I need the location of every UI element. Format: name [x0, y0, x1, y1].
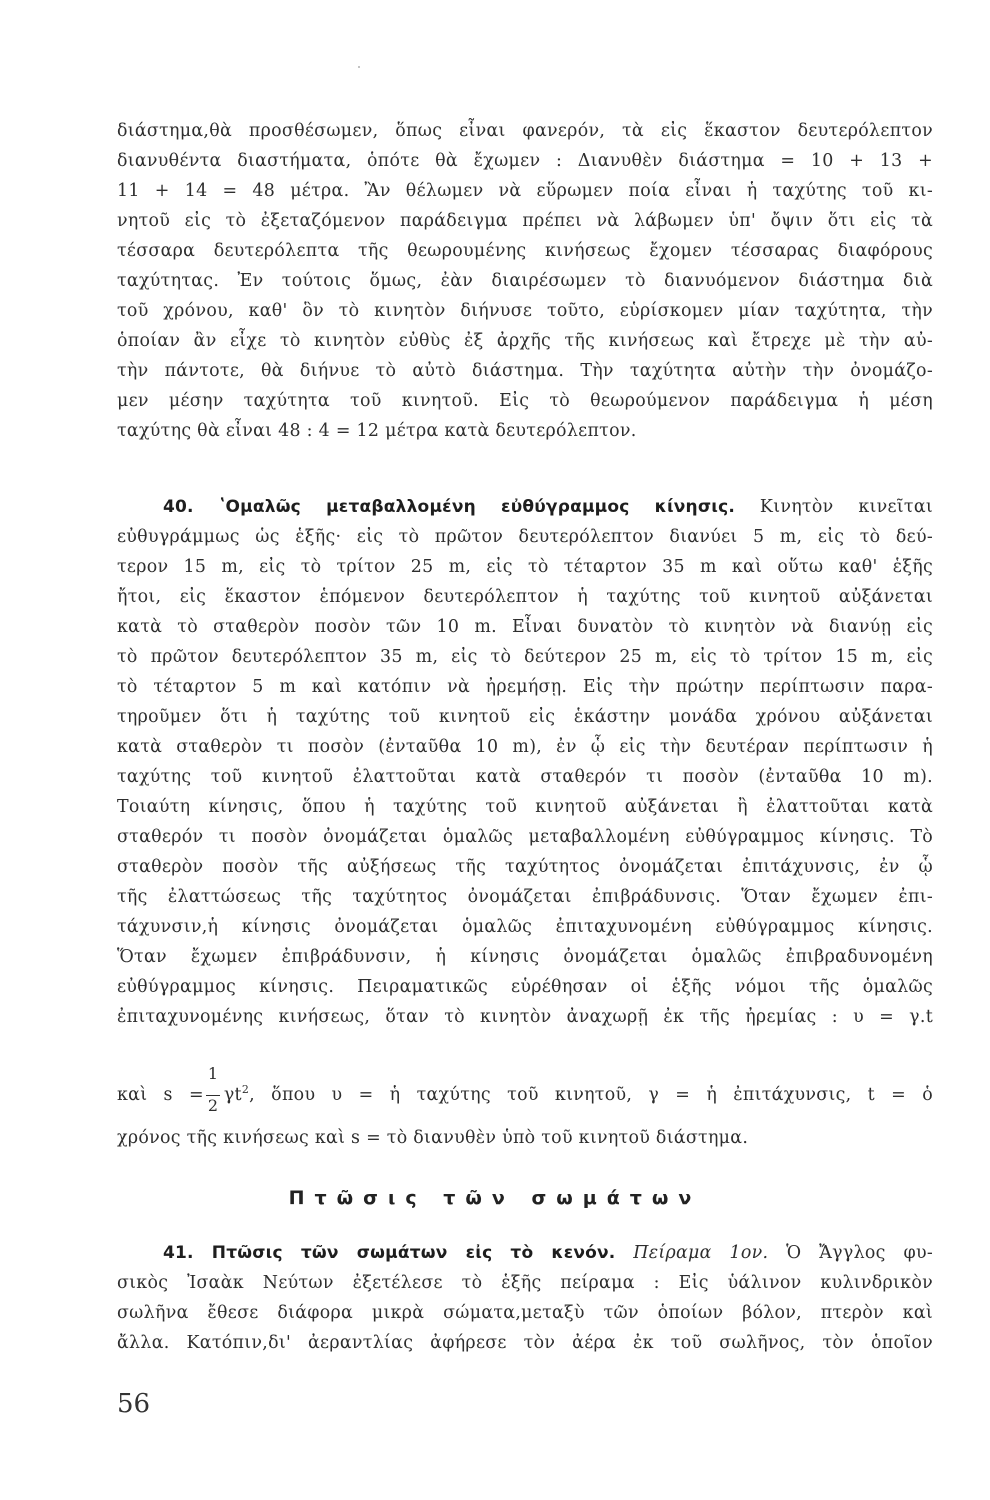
section-41-first-line	[163, 1238, 933, 1268]
experiment-label: Πείραμα 1ον.	[633, 1243, 769, 1263]
text-line: ταχύτης τοῦ κινητοῦ ἐλαττοῦται κατὰ σταθερόν τι ποσὸν (ἐνταῦθα 10 m).	[117, 767, 933, 787]
text-line: Τοιαύτη κίνησις, ὅπου ἡ ταχύτης τοῦ κινητοῦ αὐξάνεται ἢ ἐλαττοῦται κατὰ	[117, 797, 933, 817]
text-line: μεν μέσην ταχύτητα τοῦ κινητοῦ. Εἰς τὸ θεωρούμενον παράδειγμα ἡ μέση	[117, 391, 933, 411]
fraction-one-half	[205, 1063, 223, 1115]
fraction-numerator: 1	[207, 1063, 219, 1083]
text-line: Ὅταν ἔχωμεν ἐπιβράδυνσιν, ἡ κίνησις ὀνομάζεται ὁμαλῶς ἐπιβραδυνομένη	[117, 947, 933, 967]
section-40-first-line-rest: Κινητὸν κινεῖται	[759, 497, 934, 517]
text-line: σταθερὸν ποσὸν τῆς αὐξήσεως τῆς ταχύτητος ὀνομάζεται ἐπιτάχυνσις, ἐν ᾧ	[117, 857, 933, 877]
section-40-heading: 40. ʽΟμαλῶς μεταβαλλομένη εὐθύγραμμος κίνησις.	[163, 497, 736, 517]
text-line: διανυθέντα διαστήματα, ὁπότε θὰ ἔχωμεν : Διανυθὲν διάστημα = 10 + 13 +	[117, 151, 933, 171]
text-line: τέσσαρα δευτερόλεπτα τῆς θεωρουμένης κινήσεως ἔχομεν τέσσαρας διαφόρους	[117, 241, 933, 261]
text-line: τῆς ἐλαττώσεως τῆς ταχύτητος ὀνομάζεται ἐπιβράδυνσις. Ὅταν ἔχωμεν ἐπι-	[117, 887, 933, 907]
formula-rest: , ὅπου υ = ἡ ταχύτης τοῦ κινητοῦ, γ = ἡ ἐπιτάχυνσις, t = ὁ	[249, 1085, 933, 1105]
text-line: ταχύτης θὰ εἶναι 48 : 4 = 12 μέτρα κατὰ δευτερόλεπτον.	[117, 421, 637, 441]
fraction-denominator: 2	[207, 1095, 219, 1115]
text-line: τὴν πάντοτε, θὰ διήνυε τὸ αὐτὸ διάστημα. Τὴν ταχύτητα αὐτὴν τὴν ὀνομάζο-	[117, 361, 933, 381]
text-line: ὁποίαν ἂν εἶχε τὸ κινητὸν εὐθὺς ἐξ ἀρχῆς τῆς κινήσεως καὶ ἔτρεχε μὲ τὴν αὐ-	[117, 331, 933, 351]
text-line: εὐθυγράμμως ὡς ἑξῆς· εἰς τὸ πρῶτον δευτερόλεπτον διανύει 5 m, εἰς τὸ δεύ-	[117, 527, 933, 547]
text-line: ἄλλα. Κατόπιν,δι' ἀεραντλίας ἀφήρεσε τὸν ἀέρα ἐκ τοῦ σωλῆνος, τὸν ὁποῖον	[117, 1333, 933, 1353]
text-line: τάχυνσιν,ἡ κίνησις ὀνομάζεται ὁμαλῶς ἐπιταχυνομένη εὐθύγραμμος κίνησις.	[117, 917, 933, 937]
text-line: σωλῆνα ἔθεσε διάφορα μικρὰ σώματα,μεταξὺ τῶν ὁποίων βόλον, πτερὸν καὶ	[117, 1303, 933, 1323]
text-line: εὐθύγραμμος κίνησις. Πειραματικῶς εὑρέθησαν οἱ ἑξῆς νόμοι τῆς ὁμαλῶς	[117, 977, 933, 997]
text-line: ἐπιταχυνομένης κινήσεως, ὅταν τὸ κινητὸν ἀναχωρῇ ἐκ τῆς ἠρεμίας : υ = γ.t	[117, 1007, 933, 1027]
text-line: νητοῦ εἰς τὸ ἐξεταζόμενον παράδειγμα πρέπει νὰ λάβωμεν ὑπ' ὄψιν ὅτι εἰς τὰ	[117, 211, 933, 231]
page-number: 56	[117, 1389, 151, 1419]
text-line: διάστημα,θὰ προσθέσωμεν, ὅπως εἶναι φανερόν, τὰ εἰς ἕκαστον δευτερόλεπτον	[117, 121, 933, 141]
formula-gt: γt	[223, 1085, 242, 1105]
text-line: 11 + 14 = 48 μέτρα. Ἂν θέλωμεν νὰ εὕρωμεν ποία εἶναι ἡ ταχύτης τοῦ κι-	[117, 181, 933, 201]
text-line: σταθερόν τι ποσὸν ὀνομάζεται ὁμαλῶς μεταβαλλομένη εὐθύγραμμος κίνησις. Τὸ	[117, 827, 933, 847]
formula-prefix: καὶ s =	[117, 1085, 204, 1105]
text-line: σικὸς Ἰσαὰκ Νεύτων ἐξετέλεσε τὸ ἑξῆς πείραμα : Εἰς ὑάλινον κυλινδρικὸν	[117, 1273, 933, 1293]
text-line: ταχύτητας. Ἐν τούτοις ὅμως, ἐὰν διαιρέσωμεν τὸ διανυόμενον διάστημα διὰ	[117, 271, 933, 291]
section-41-first-line-rest: Ὁ Ἄγγλος φυ-	[786, 1243, 934, 1263]
text-line: κατὰ σταθερὸν τι ποσὸν (ἐνταῦθα 10 m), ἐν ᾧ εἰς τὴν δευτέραν περίπτωσιν ἡ	[117, 737, 933, 757]
text-line: τὸ τέταρτον 5 m καὶ κατόπιν νὰ ἠρεμήσῃ. Εἰς τὴν πρώτην περίπτωσιν παρα-	[117, 677, 933, 697]
formula-line	[117, 1063, 933, 1115]
text-line: χρόνος τῆς κινήσεως καὶ s = τὸ διανυθὲν ὑπὸ τοῦ κινητοῦ διάστημα.	[117, 1128, 749, 1148]
section-40-first-line	[163, 492, 933, 522]
text-line: τηροῦμεν ὅτι ἡ ταχύτης τοῦ κινητοῦ εἰς ἑκάστην μονάδα χρόνου αὐξάνεται	[117, 707, 933, 727]
text-line: τοῦ χρόνου, καθ' ὃν τὸ κινητὸν διήνυσε τοῦτο, εὑρίσκομεν μίαν ταχύτητα, τὴν	[117, 301, 933, 321]
text-line: κατὰ τὸ σταθερὸν ποσὸν τῶν 10 m. Εἶναι δυνατὸν τὸ κινητὸν νὰ διανύῃ εἰς	[117, 617, 933, 637]
formula-exponent: 2	[241, 1083, 250, 1097]
page-speck	[358, 66, 360, 68]
text-line: τερον 15 m, εἰς τὸ τρίτον 25 m, εἰς τὸ τέταρτον 35 m καὶ οὕτω καθ' ἑξῆς	[117, 557, 933, 577]
text-line: ἤτοι, εἰς ἕκαστον ἑπόμενον δευτερόλεπτον ἡ ταχύτης τοῦ κινητοῦ αὐξάνεται	[117, 587, 933, 607]
text-line: τὸ πρῶτον δευτερόλεπτον 35 m, εἰς τὸ δεύτερον 25 m, εἰς τὸ τρίτον 15 m, εἰς	[117, 647, 933, 667]
section-title: Πτῶσις τῶν σωμάτων	[288, 1187, 702, 1209]
section-41-heading: 41. Πτῶσις τῶν σωμάτων εἰς τὸ κενόν.	[163, 1243, 616, 1263]
